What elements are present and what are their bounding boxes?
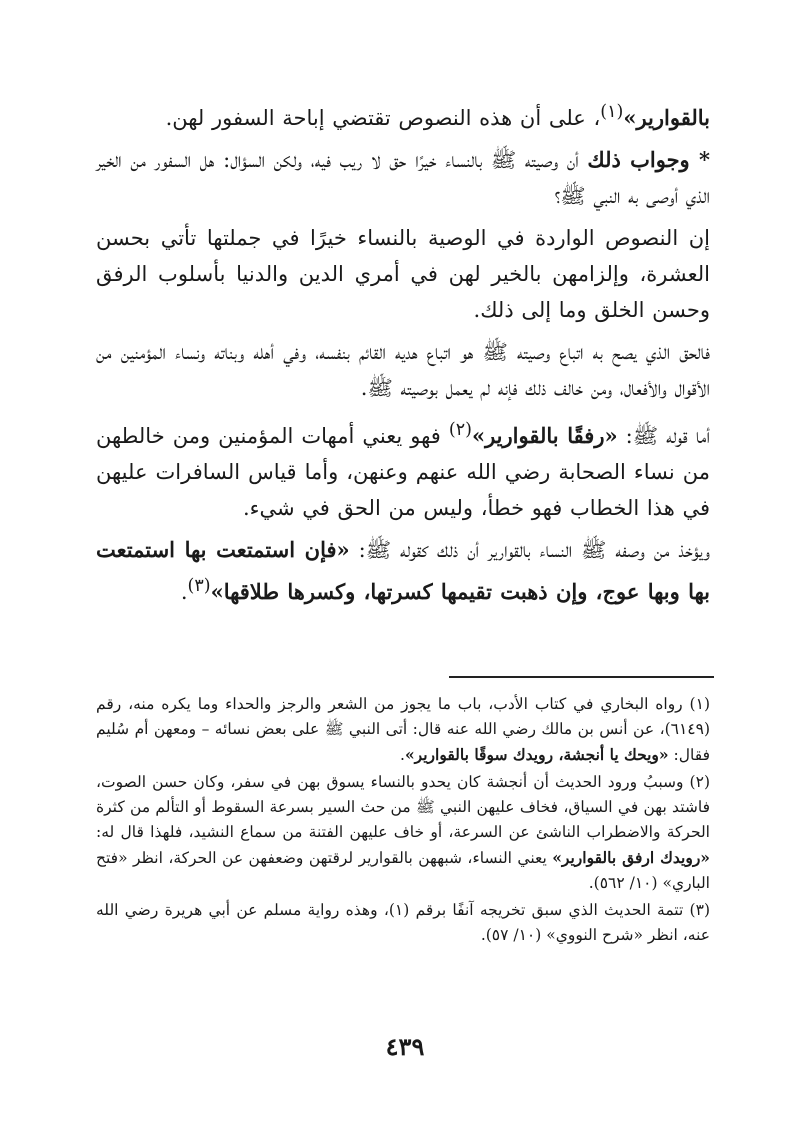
footnote-divider	[449, 676, 714, 678]
footnote-text: (٢) وسببُ ورود الحديث أن أنجشة كان يحدو بالنساء يسوق بهن في سفر، وكان حسن الصوت، فاشتد بهن في السياق، فخاف عليهن النبي ﷺ من حث السير بسرعة السقوط أو التألم من كثرة الحركة والاضطراب الناشئ عن السرعة، أو خاف عليهن الفتنة من سماع النشيد، فلهذا قال له:	[96, 773, 710, 841]
paragraph-3: إن النصوص الواردة في الوصية بالنساء خيرًا في جملتها تأتي بحسن العشرة، وإلزامهن بالخير لهن في أمري الدين والدنيا بأسلوب الرفق وحسن الخلق وما إلى ذلك.	[96, 226, 710, 322]
answer-heading: * وجواب ذلك	[587, 147, 710, 172]
paragraph-text: ويؤخذ من وصفه ﷺ النساء بالقوارير أن ذلك كقوله ﷺ:	[349, 538, 710, 562]
paragraph-text: فهو يعني أمهات المؤمنين ومن خالطهن من نساء الصحابة رضي الله عنهم وعنهن، وأما قياس السافرات عليهن في هذا الخطاب فهو خطأ، وليس من الحق في شيء.	[96, 424, 710, 520]
footnote-3: (٣) تتمة الحديث الذي سبق تخريجه آنفًا برقم (١)، وهذه رواية مسلم عن أبي هريرة رضي الله عنه، انظر «شرح النووي» (١٠/ ٥٧).	[96, 901, 710, 944]
paragraph-text: .	[180, 580, 188, 604]
footnotes	[96, 692, 710, 948]
footnote-ref-3[interactable]: (٣)	[187, 576, 211, 596]
paragraph-text: أن وصيته ﷺ بالنساء خيرًا حق لا ريب فيه، ولكن السؤال: هل السفور من الخير الذي أوصى به النبي ﷺ؟	[96, 148, 710, 208]
footnote-ref-1[interactable]: (١)	[600, 102, 624, 122]
footnote-1	[96, 692, 710, 768]
paragraph-5	[96, 412, 710, 526]
page-number: ٤٣٩	[385, 1032, 425, 1061]
paragraph-1	[96, 94, 710, 136]
paragraph-text: ، على أن هذه النصوص تقتضي إباحة السفور لهن.	[165, 106, 601, 130]
hadith-quote: «رفقًا بالقوارير»	[471, 423, 618, 448]
footnote-text: (١) رواه البخاري في كتاب الأدب، باب ما يجوز من الشعر والرجز والحداء وما يكره منه، رقم (٦١٤٩)، عن أنس بن مالك رضي الله عنه قال: أتى النبي ﷺ على بعض نسائه – ومعهن أم سُليم فقال:	[96, 695, 710, 764]
footnote-text: يعني النساء، شبههن بالقوارير لرقتهن وضعفهن عن الحركة، انظر «فتح الباري» (١٠/ ٥٦٢).	[96, 849, 710, 892]
footnote-2	[96, 770, 710, 896]
paragraph-6	[96, 532, 710, 610]
footnote-text: .	[400, 746, 405, 764]
hadith-quote: «ويحك يا أنجشة، رويدك سوقًا بالقوارير»	[404, 745, 669, 764]
hadith-quote: «فإن استمتعت بها استمتعت بها وبها عوج، وإن ذهبت تقيمها كسرتها، وكسرها طلاقها»	[96, 537, 710, 604]
paragraph-2	[96, 142, 710, 214]
hadith-quote: «رويدك ارفق بالقوارير»	[552, 848, 710, 867]
paragraph-4: فالحق الذي يصح به اتباع وصيته ﷺ هو اتباع هديه القائم بنفسه، وفي أهله وبناته ونساء المؤمنين من الأقوال والأفعال، ومن خالف ذلك فإنه لم يعمل بوصيته ﷺ.	[96, 340, 710, 400]
quote-fragment: بالقوارير»	[623, 105, 710, 130]
paragraph-text: أما قوله ﷺ:	[617, 424, 710, 448]
footnote-ref-2[interactable]: (٢)	[448, 420, 472, 440]
main-text	[96, 94, 710, 610]
